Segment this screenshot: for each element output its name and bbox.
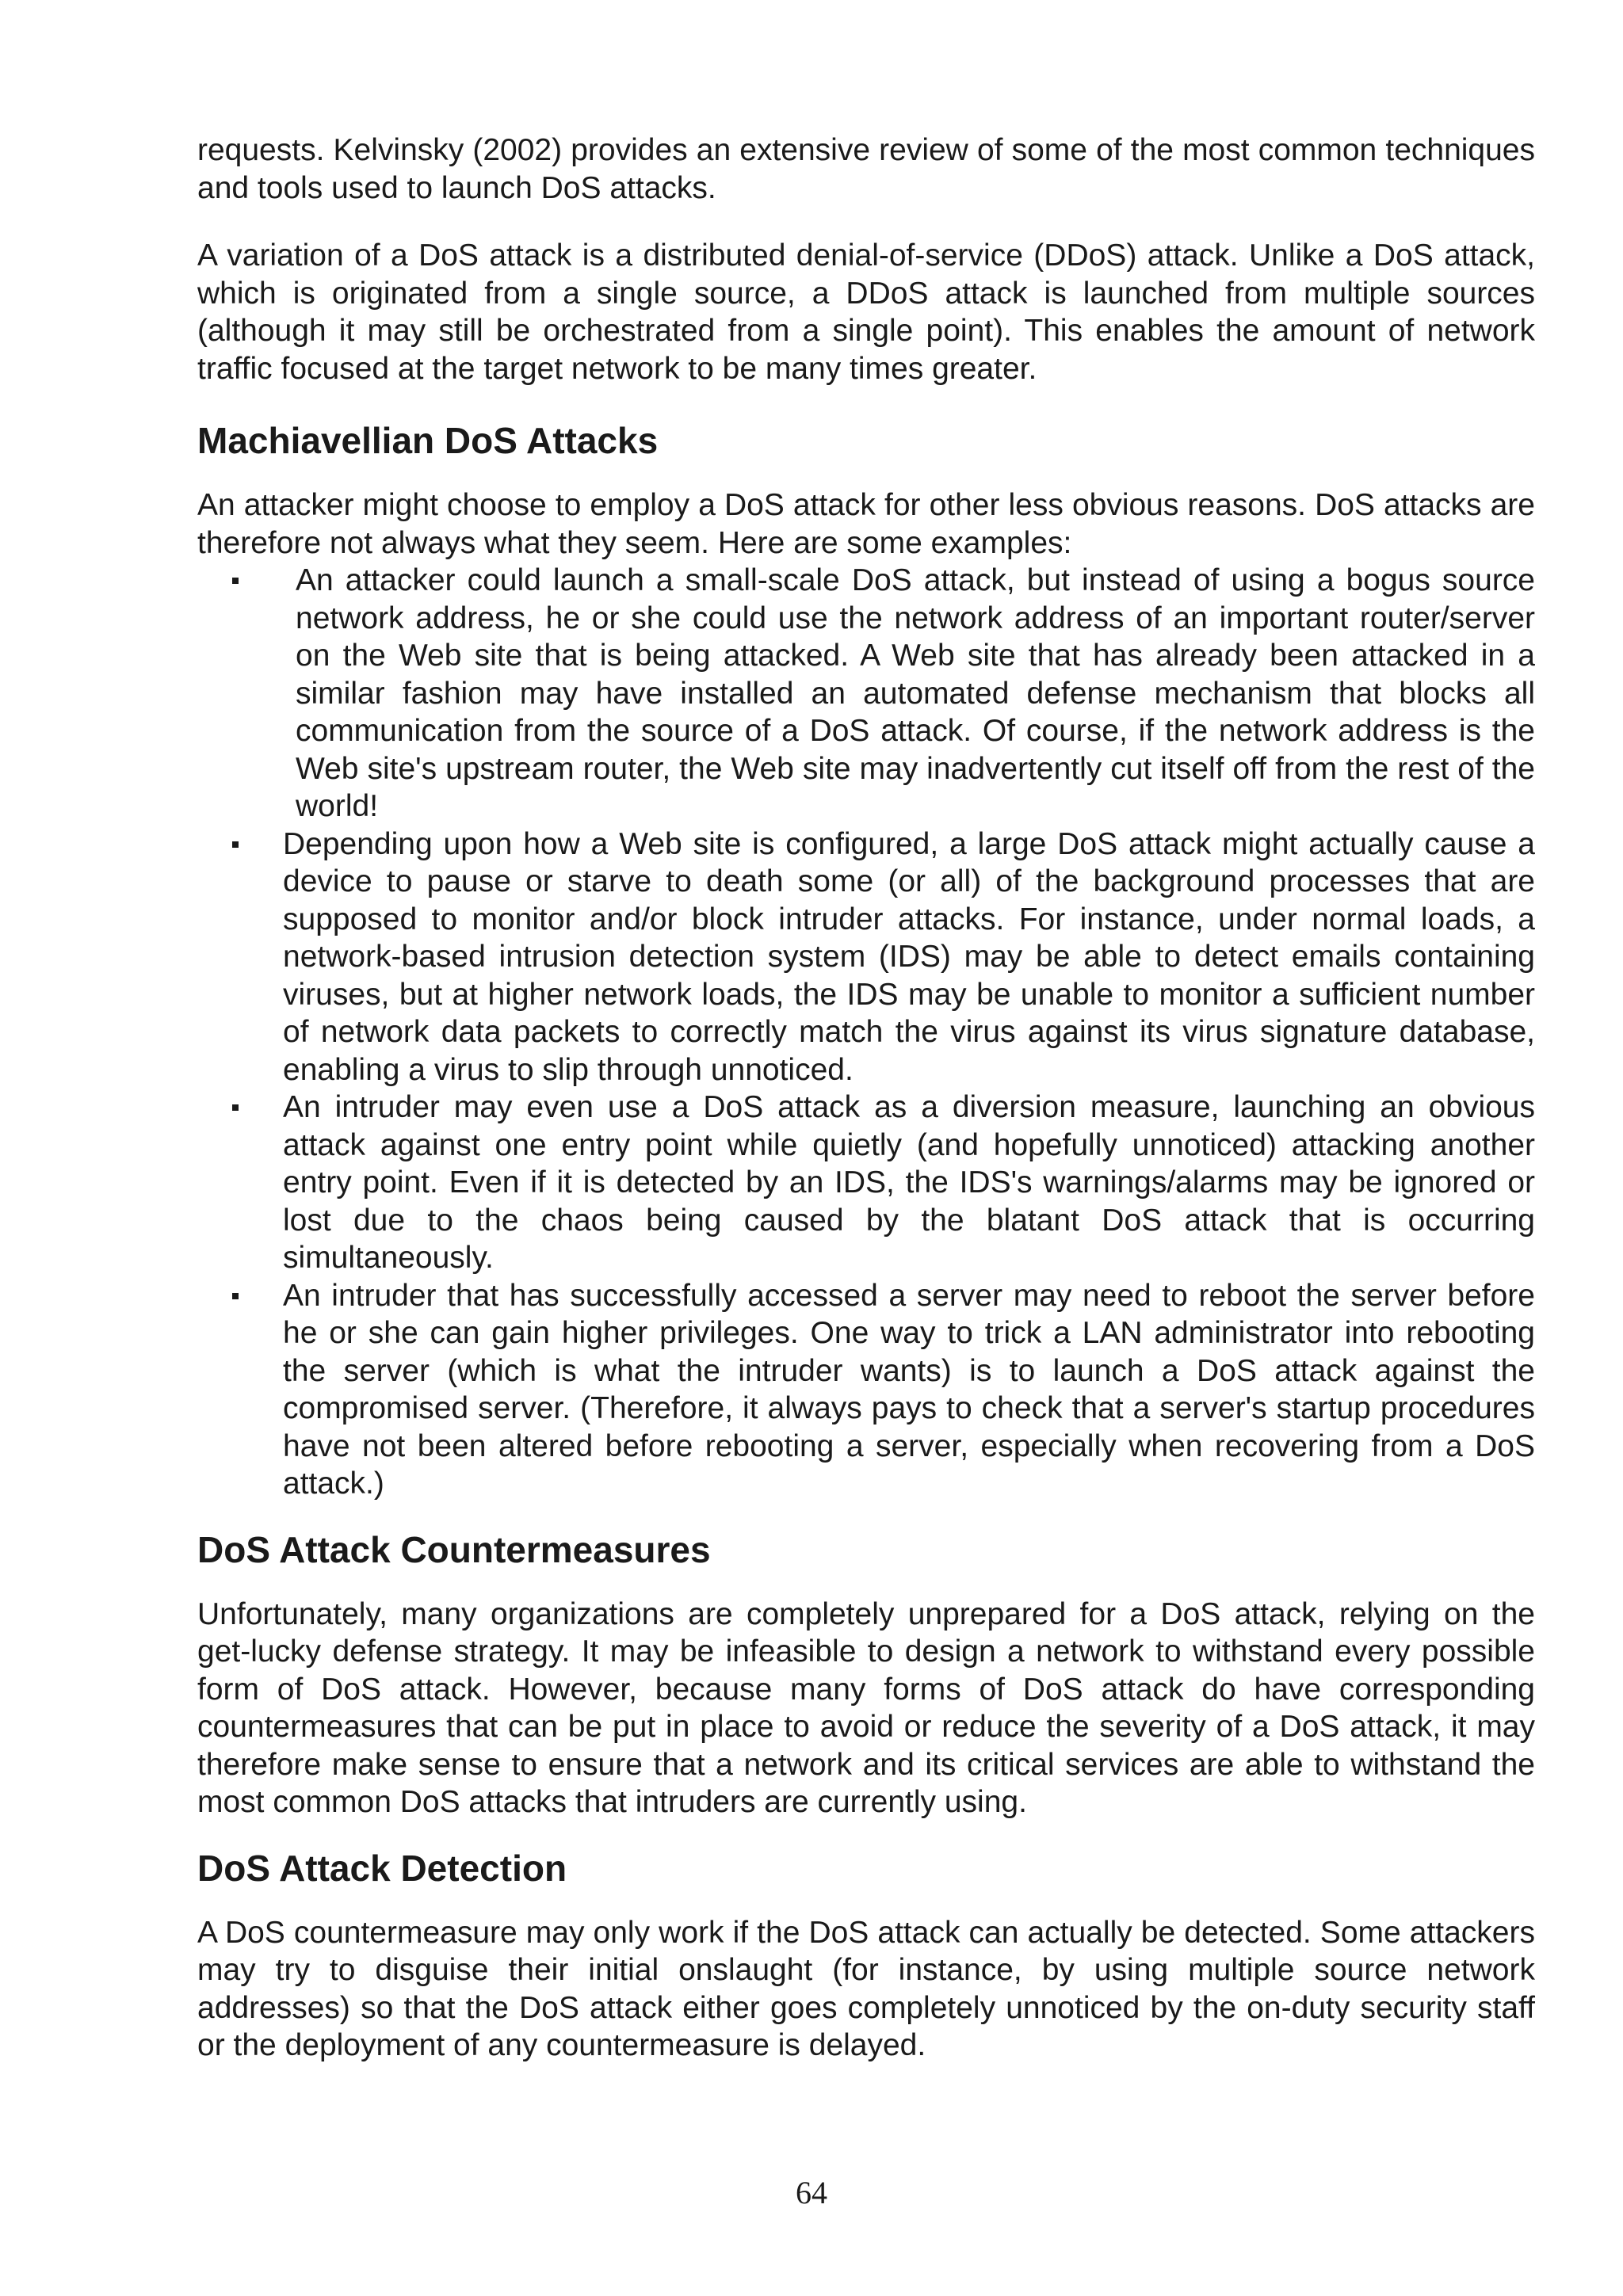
list-item: [197, 1277, 1535, 1503]
heading-machiavellian-dos-attacks: Machiavellian DoS Attacks: [197, 420, 659, 461]
list-item-text: Depending upon how a Web site is configured, a large DoS attack might actually cause a device to pause or starve to death some (or all) of the background processes that are supposed to monitor and/or block intruder attacks. For instance, under normal loads, a network-based intrusion detection system (IDS) may be able to detect emails containing viruses, but at higher network loads, the IDS may be unable to monitor a sufficient number of network data packets to correctly match the virus against its virus signature database, enabling a virus to slip through unnoticed.: [283, 826, 1535, 1087]
document-page: [197, 132, 1535, 2065]
intro-paragraph-2: A variation of a DoS attack is a distributed denial-of-service (DDoS) attack. Unlike a DoS attack, which is originated from a single source, a DDoS attack is launched from multiple sources (although it may still be orchestrated from a single point). This enables the amount of network traffic focused at the target network to be many times greater.: [197, 238, 1535, 386]
square-bullet-icon: [232, 841, 239, 848]
list-item: [197, 1089, 1535, 1277]
square-bullet-icon: [232, 578, 239, 584]
heading-dos-attack-countermeasures: DoS Attack Countermeasures: [197, 1528, 711, 1570]
list-item-text: An intruder may even use a DoS attack as a diversion measure, launching an obvious attack against one entry point while quietly (and hopefully unnoticed) attacking another entry point. Even if it is detected by an IDS, the IDS's warnings/alarms may be ignored or lost due to the chaos being caused by the blatant DoS attack that is occurring simultaneously.: [283, 1090, 1535, 1275]
square-bullet-icon: [232, 1104, 239, 1111]
heading-dos-attack-detection: DoS Attack Detection: [197, 1847, 567, 1889]
page-number: 64: [796, 2175, 827, 2210]
square-bullet-icon: [232, 1293, 239, 1299]
list-item-text: An intruder that has successfully accessed a server may need to reboot the server before he or she can gain higher privileges. One way to trick a LAN administrator into rebooting the server (which is what the intruder wants) is to launch a DoS attack against the compromised server. (Therefore, it always pays to check that a server's startup procedures have not been altered before rebooting a server, especially when recovering from a DoS attack.): [283, 1278, 1535, 1501]
machiavellian-intro-paragraph: An attacker might choose to employ a DoS attack for other less obvious reasons. DoS attacks are therefore not always what they seem. Here are some examples:: [197, 488, 1535, 560]
countermeasures-paragraph: Unfortunately, many organizations are completely unprepared for a DoS attack, relying on the get-lucky defense strategy. It may be infeasible to design a network to withstand every possible form of DoS attack. However, because many forms of DoS attack do have corresponding countermeasures that can be put in place to avoid or reduce the severity of a DoS attack, it may therefore make sense to ensure that a network and its critical services are able to withstand the most common DoS attacks that intruders are currently using.: [197, 1596, 1535, 1819]
list-item: [197, 826, 1535, 1089]
list-item-text: An attacker could launch a small-scale DoS attack, but instead of using a bogus source network address, he or she could use the network address of an important router/server on the Web site that is being attacked. A Web site that has already been attacked in a similar fashion may have installed an automated defense mechanism that blocks all communication from the source of a DoS attack. Of course, if the network address is the Web site's upstream router, the Web site may inadvertently cut itself off from the rest of the world!: [296, 563, 1535, 823]
detection-paragraph: A DoS countermeasure may only work if the DoS attack can actually be detected. Some attackers may try to disguise their initial onslaught (for instance, by using multiple source network addresses) so that the DoS attack either goes completely unnoticed by the on-duty security staff or the deployment of any countermeasure is delayed.: [197, 1915, 1535, 2062]
intro-paragraph-1: requests. Kelvinsky (2002) provides an extensive review of some of the most common techniques and tools used to launch DoS attacks.: [197, 133, 1535, 205]
list-item: [197, 562, 1535, 826]
machiavellian-examples-list: [197, 562, 1535, 1503]
